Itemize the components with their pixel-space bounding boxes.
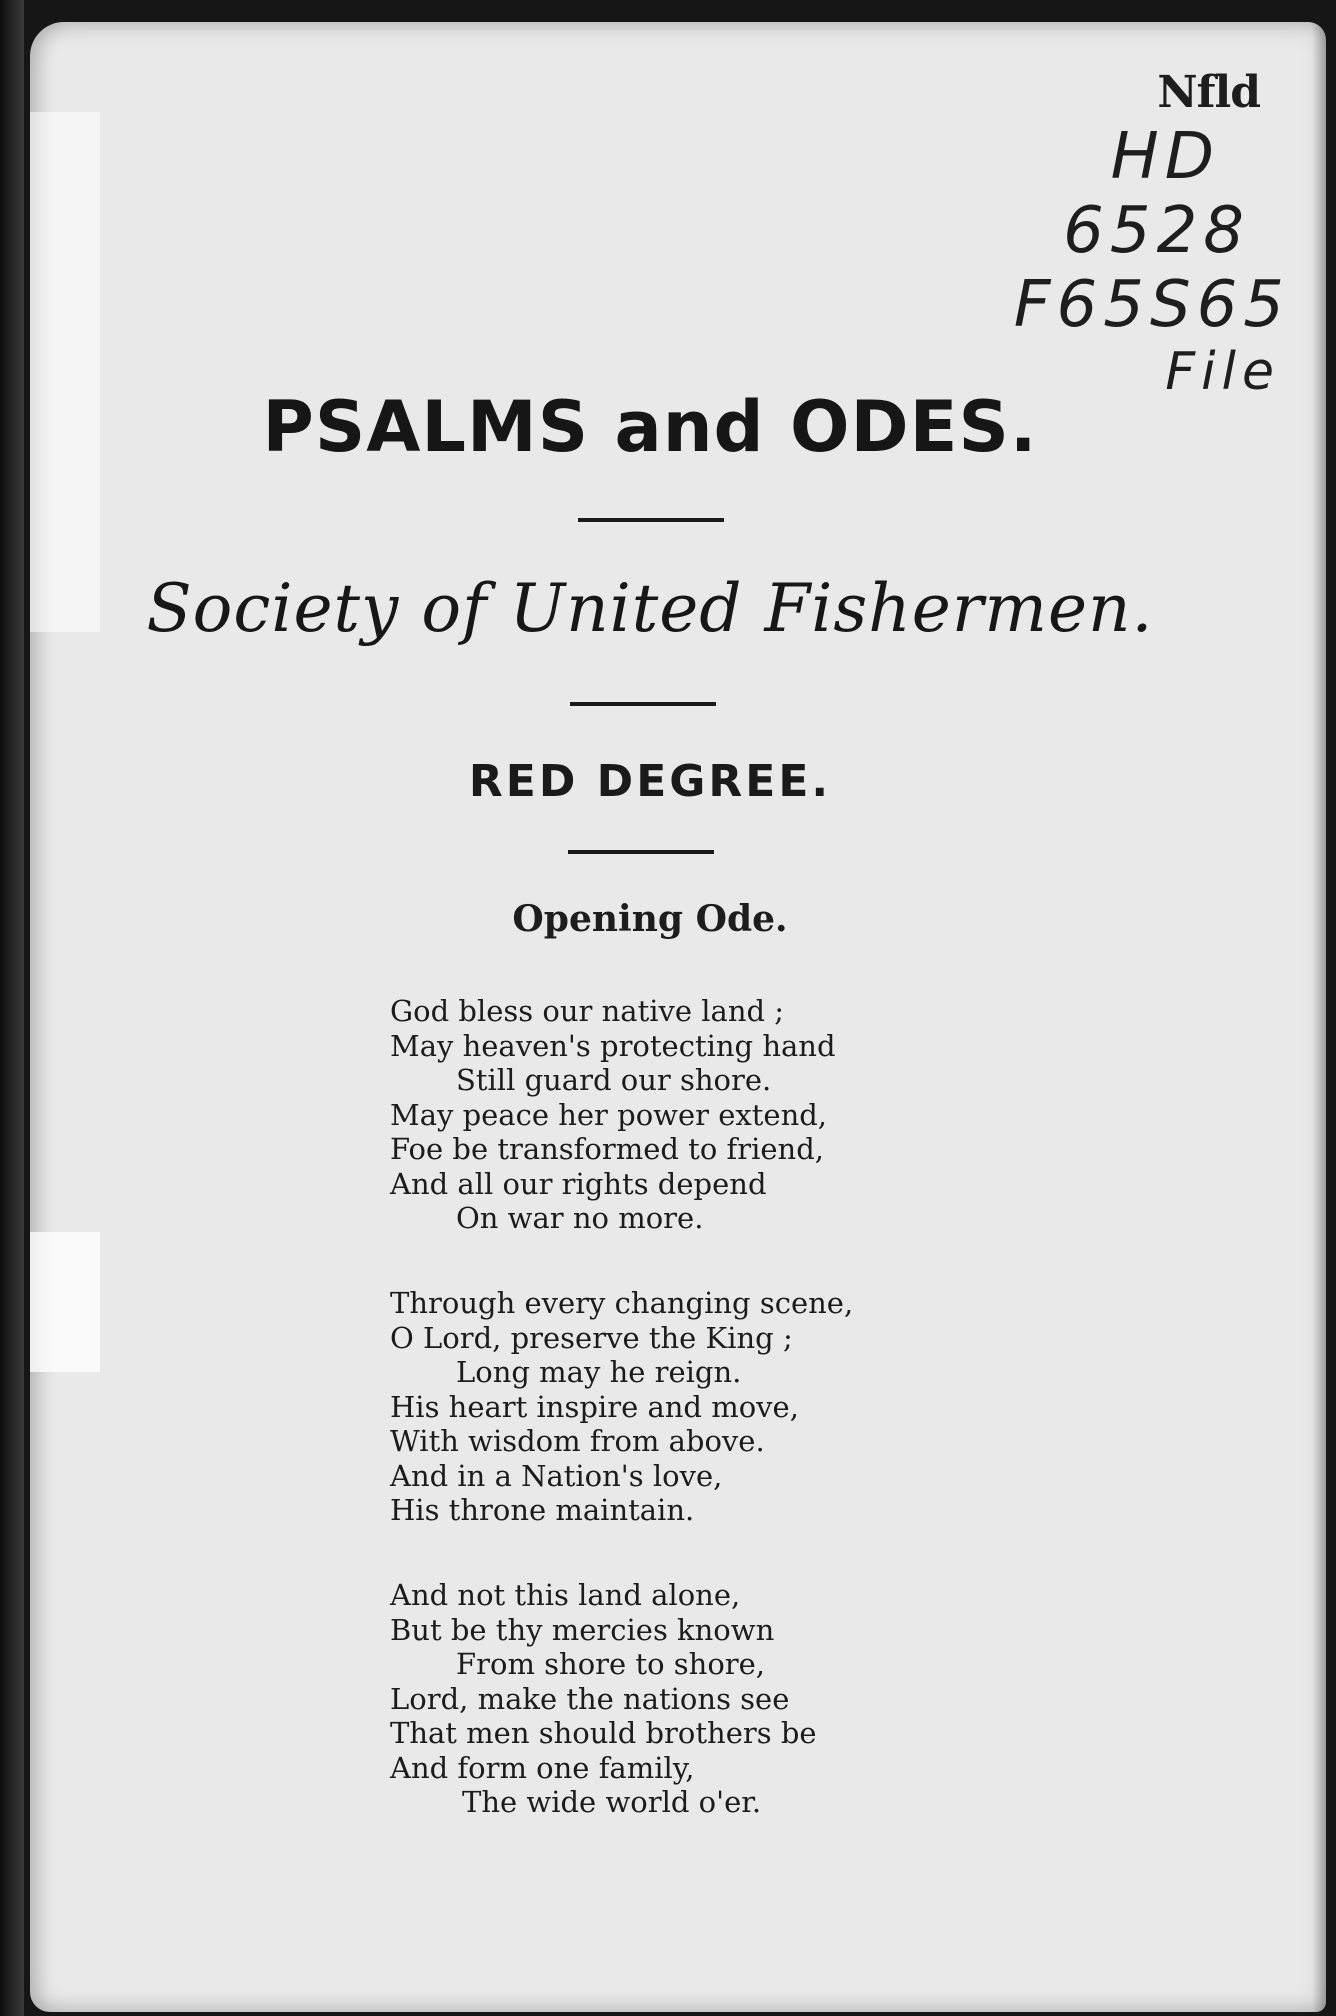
verse-line: From shore to shore, [456, 1647, 766, 1681]
page-edge-shadow [1312, 22, 1326, 2012]
verse-line: And all our rights depend [390, 1166, 767, 1201]
tape-strip [30, 1232, 100, 1372]
divider-rule [568, 850, 714, 854]
stanza [390, 1578, 950, 1820]
book-spine-edge [0, 0, 24, 2016]
ode-title: Opening Ode. [512, 898, 788, 940]
call-number-block [990, 66, 1290, 402]
degree-heading: RED DEGREE. [468, 756, 832, 807]
verse-line: Long may he reign. [456, 1355, 742, 1389]
call-number-note: File [1165, 342, 1280, 402]
divider-rule [578, 518, 724, 522]
verse-line: May heaven's protecting hand [390, 1028, 836, 1063]
tape-strip [30, 112, 100, 632]
pamphlet-page [30, 22, 1326, 2012]
verse-line: May peace her power extend, [390, 1097, 828, 1132]
call-number-number: 6528 [1063, 194, 1250, 268]
verse-line: And form one family, [390, 1750, 695, 1785]
stanza [390, 994, 950, 1236]
verse-line: And in a Nation's love, [390, 1458, 723, 1493]
verse-line: And not this land alone, [390, 1578, 741, 1612]
verse-line: Through every changing scene, [390, 1286, 854, 1320]
verse-line: God bless our native land ; [390, 994, 785, 1028]
verse-line: Lord, make the nations see [390, 1681, 790, 1716]
verse-line: On war no more. [456, 1201, 704, 1235]
verse-line: With wisdom from above. [390, 1424, 765, 1458]
stanza [390, 1286, 950, 1528]
verse-line: His heart inspire and move, [390, 1389, 799, 1424]
society-name: Society of United Fishermen. [146, 570, 1154, 647]
verse-line: But be thy mercies known [390, 1612, 775, 1647]
call-number-location: Nfld [1157, 67, 1260, 118]
verse-line: Foe be transformed to friend, [390, 1132, 825, 1166]
verse-line: The wide world o'er. [462, 1785, 762, 1819]
verse-line: His throne maintain. [390, 1493, 695, 1527]
call-number-cutter: F65S65 [1013, 268, 1290, 342]
page-title: PSALMS and ODES. [262, 386, 1038, 468]
divider-rule [570, 702, 716, 706]
verse-line: O Lord, preserve the King ; [390, 1320, 793, 1355]
verse-line: Still guard our shore. [456, 1063, 772, 1097]
call-number-class: HD [1110, 120, 1220, 194]
verse-line: That men should brothers be [390, 1716, 817, 1750]
